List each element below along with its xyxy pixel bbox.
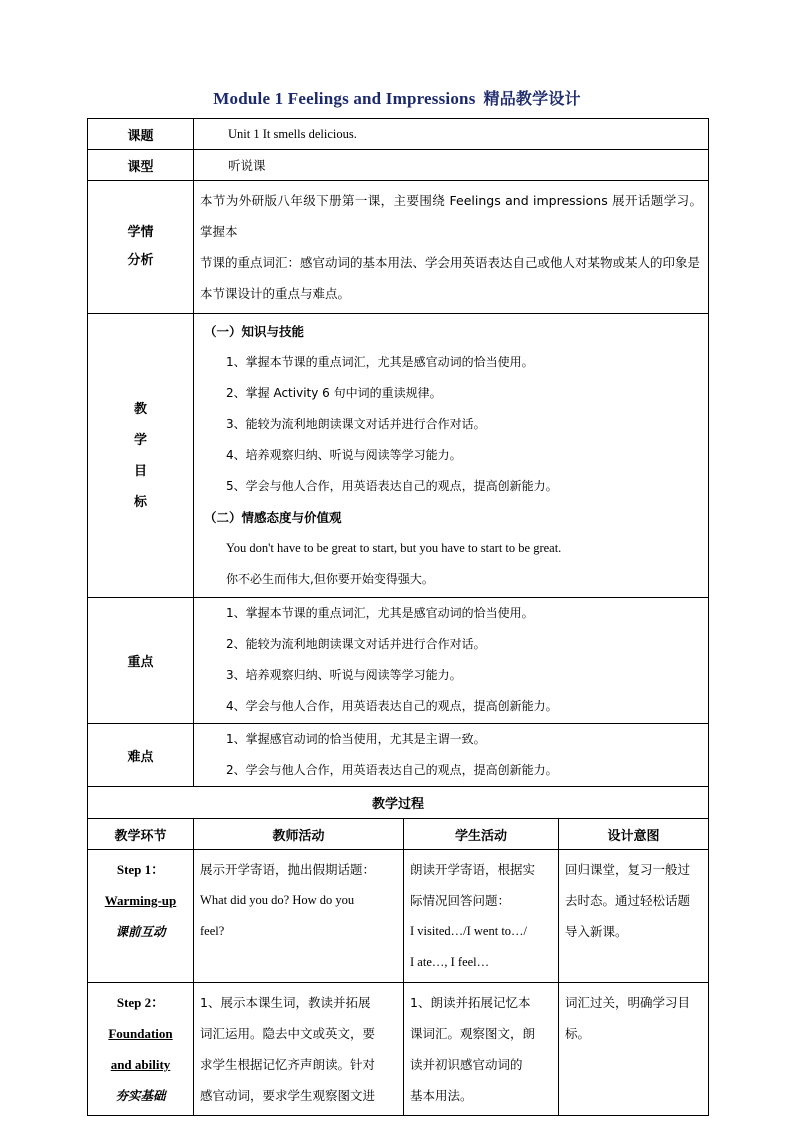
row-difficulties (88, 724, 709, 787)
step-2-name-en-line2: and ability (110, 1057, 171, 1072)
label-goals-char: 学 (134, 432, 148, 448)
intent-line: 词汇过关，明确学习目 (565, 995, 691, 1010)
value-difficulties (194, 724, 709, 787)
difficulty-item: 1、掌握感官动词的恰当使用，尤其是主谓一致。 (226, 732, 486, 746)
label-goals-char: 标 (134, 494, 148, 510)
goal-item: 3、能较为流利地朗读课文对话并进行合作对话。 (226, 417, 486, 431)
label-analysis-line1: 学情 (127, 225, 154, 240)
analysis-line: 本节为外研版八年级下册第一课，主要围绕 Feelings and impressions 展开话题学习。掌握本 (200, 193, 703, 239)
intent-line: 去时态。通过轻松话题 (565, 893, 691, 908)
step-1-name-en: Warming-up (104, 893, 177, 908)
student-line: 课词汇。观察图文，朗 (410, 1026, 536, 1041)
teacher-line: 词汇运用。隐去中文或英文，要 (200, 1026, 376, 1041)
analysis-line: 节课的重点词汇：感官动词的基本用法、学会用英语表达自己或他人对某物或某人的印象是 (200, 255, 701, 270)
step-2-label: Step 2： (116, 995, 165, 1010)
header-teacher: 教师活动 (194, 819, 404, 850)
row-key-points (88, 598, 709, 724)
step-1-student (404, 850, 559, 983)
step-2-student (404, 983, 559, 1116)
label-difficulties: 难点 (88, 724, 194, 787)
student-line: 读并初识感官动词的 (410, 1057, 523, 1072)
step-1-stage (88, 850, 194, 983)
value-analysis (194, 181, 709, 314)
goal-item: 5、学会与他人合作，用英语表达自己的观点，提高创新能力。 (226, 479, 558, 493)
goals-section-attitude: （二）情感态度与价值观 (204, 510, 342, 525)
value-type: 听说课 (194, 150, 709, 181)
goal-item: 4、培养观察归纳、听说与阅读等学习能力。 (226, 448, 462, 462)
intent-line: 回归课堂，复习一般过 (565, 862, 691, 877)
student-line: I ate…, I feel… (410, 955, 490, 969)
goal-quote-english: You don't have to be great to start, but you have to start to be great. (226, 541, 562, 555)
lesson-plan-table (87, 118, 709, 1116)
teacher-line: 展示开学寄语，抛出假期话题： (200, 862, 376, 877)
goals-section-knowledge: （一）知识与技能 (204, 324, 305, 339)
key-point-item: 2、能较为流利地朗读课文对话并进行合作对话。 (226, 637, 486, 651)
row-step-2 (88, 983, 709, 1116)
label-type: 课型 (88, 150, 194, 181)
label-goals (88, 314, 194, 598)
key-point-item: 3、培养观察归纳、听说与阅读等学习能力。 (226, 668, 462, 682)
step-1-label: Step 1： (116, 862, 165, 877)
goal-item: 2、掌握 Activity 6 句中词的重读规律。 (226, 386, 442, 400)
step-2-teacher (194, 983, 404, 1116)
teacher-line: What did you do? How do you (200, 893, 355, 907)
label-goals-char: 教 (134, 401, 148, 417)
student-line: 1、朗读并拓展记忆本 (410, 995, 531, 1010)
value-topic: Unit 1 It smells delicious. (194, 119, 709, 150)
header-stage: 教学环节 (88, 819, 194, 850)
intent-line: 标。 (565, 1026, 591, 1041)
label-analysis-line2: 分析 (127, 253, 154, 268)
process-title: 教学过程 (88, 787, 709, 819)
teacher-line: 1、展示本课生词，教读并拓展 (200, 995, 371, 1010)
student-line: 朗读开学寄语，根据实 (410, 862, 536, 877)
title-english: Module 1 Feelings and Impressions (213, 89, 476, 108)
label-topic: 课题 (88, 119, 194, 150)
label-analysis (88, 181, 194, 314)
step-2-name-cn: 夯实基础 (115, 1088, 166, 1103)
student-line: I visited…/I went to…/ (410, 924, 528, 938)
intent-line: 导入新课。 (565, 924, 628, 939)
label-key-points: 重点 (88, 598, 194, 724)
goal-item: 1、掌握本节课的重点词汇，尤其是感官动词的恰当使用。 (226, 355, 534, 369)
step-1-teacher (194, 850, 404, 983)
student-line: 际情况回答问题： (410, 893, 511, 908)
row-topic (88, 119, 709, 150)
row-step-1 (88, 850, 709, 983)
goal-quote-chinese: 你不必生而伟大,但你要开始变得强大。 (226, 572, 434, 586)
student-line: 基本用法。 (410, 1088, 473, 1103)
value-goals (194, 314, 709, 598)
row-analysis (88, 181, 709, 314)
teacher-line: feel? (200, 924, 225, 938)
difficulty-item: 2、学会与他人合作，用英语表达自己的观点，提高创新能力。 (226, 763, 558, 777)
key-point-item: 1、掌握本节课的重点词汇，尤其是感官动词的恰当使用。 (226, 606, 534, 620)
row-process-title (88, 787, 709, 819)
header-student: 学生活动 (404, 819, 559, 850)
header-intent: 设计意图 (559, 819, 709, 850)
step-2-name-en-line1: Foundation (108, 1026, 173, 1041)
label-goals-char: 目 (134, 463, 148, 479)
document-title (0, 86, 794, 109)
value-key-points (194, 598, 709, 724)
teacher-line: 感官动词，要求学生观察图文进 (200, 1088, 376, 1103)
step-2-stage (88, 983, 194, 1116)
row-goals (88, 314, 709, 598)
step-2-intent (559, 983, 709, 1116)
analysis-line: 本节课设计的重点与难点。 (200, 286, 351, 301)
step-1-name-cn: 课前互动 (115, 924, 166, 939)
row-process-headers (88, 819, 709, 850)
step-1-intent (559, 850, 709, 983)
title-chinese: 精品教学设计 (483, 89, 581, 108)
row-type (88, 150, 709, 181)
key-point-item: 4、学会与他人合作，用英语表达自己的观点，提高创新能力。 (226, 699, 558, 713)
teacher-line: 求学生根据记忆齐声朗读。针对 (200, 1057, 376, 1072)
